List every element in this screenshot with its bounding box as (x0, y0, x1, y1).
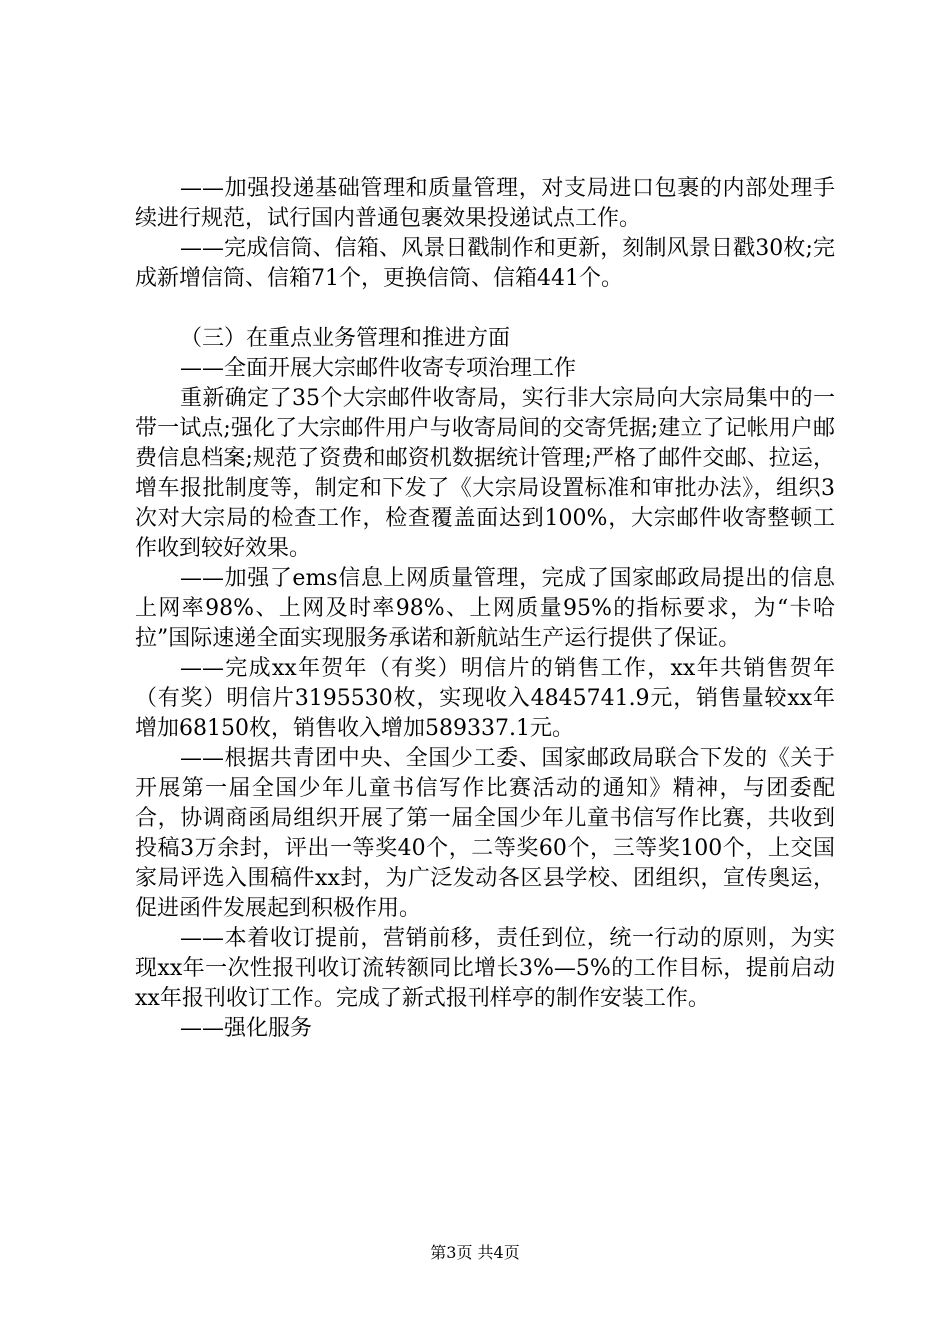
paragraph-letter-writing-contest: ——根据共青团中央、全国少工委、国家邮政局联合下发的《关于开展第一届全国少年儿童书信写作比赛活动的通知》精神，与团委配合，协调商函局组织开展了第一届全国少年儿童书信写作比赛，共收到投稿3万余封，评出一等奖40个，二等奖60个，三等奖100个，上交国家局评选入围稿件xx封，为广泛发动各区县学校、团组织，宣传奥运，促进函件发展起到积极作用。 (135, 746, 835, 921)
paragraph-strengthen-service: ——强化服务 (180, 1016, 313, 1041)
document-body (135, 174, 835, 1044)
paragraph-mailbox-update: ——完成信筒、信箱、风景日戳制作和更新，刻制风景日戳30枚;完成新增信筒、信箱71个，更换信筒、信箱441个。 (135, 236, 835, 291)
paragraph-delivery-management: ——加强投递基础管理和质量管理，对支局进口包裹的内部处理手续进行规范，试行国内普通包裹效果投递试点工作。 (135, 176, 835, 231)
paragraph-bulk-mail-detail: 重新确定了35个大宗邮件收寄局，实行非大宗局向大宗局集中的一带一试点;强化了大宗邮件用户与收寄局间的交寄凭据;建立了记帐用户邮费信息档案;规范了资费和邮资机数据统计管理;严格了邮件交邮、拉运，增车报批制度等，制定和下发了《大宗局设置标准和审批办法》，组织3次对大宗局的检查工作，检查覆盖面达到100%，大宗邮件收寄整顿工作收到较好效果。 (135, 386, 835, 561)
paragraph-spacer (135, 294, 835, 324)
paragraph-ems-quality: ——加强了ems信息上网质量管理，完成了国家邮政局提出的信息上网率98%、上网及时率98%、上网质量95%的指标要求，为“卡哈拉”国际速递全面实现服务承诺和新航站生产运行提供了保证。 (135, 566, 835, 651)
paragraph-newspaper-subscription: ——本着收订提前，营销前移，责任到位，统一行动的原则，为实现xx年一次性报刊收订流转额同比增长3%—5%的工作目标，提前启动xx年报刊收订工作。完成了新式报刊样亭的制作安装工作。 (135, 926, 835, 1011)
section-heading-key-business: （三）在重点业务管理和推进方面 (180, 326, 511, 351)
page-number-footer: 第3页 共4页 (430, 1243, 520, 1262)
paragraph-bulk-mail-title: ——全面开展大宗邮件收寄专项治理工作 (180, 356, 577, 381)
paragraph-greeting-cards: ——完成xx年贺年（有奖）明信片的销售工作，xx年共销售贺年（有奖）明信片3195530枚，实现收入4845741.9元，销售量较xx年增加68150枚，销售收入增加589337.1元。 (135, 656, 835, 741)
